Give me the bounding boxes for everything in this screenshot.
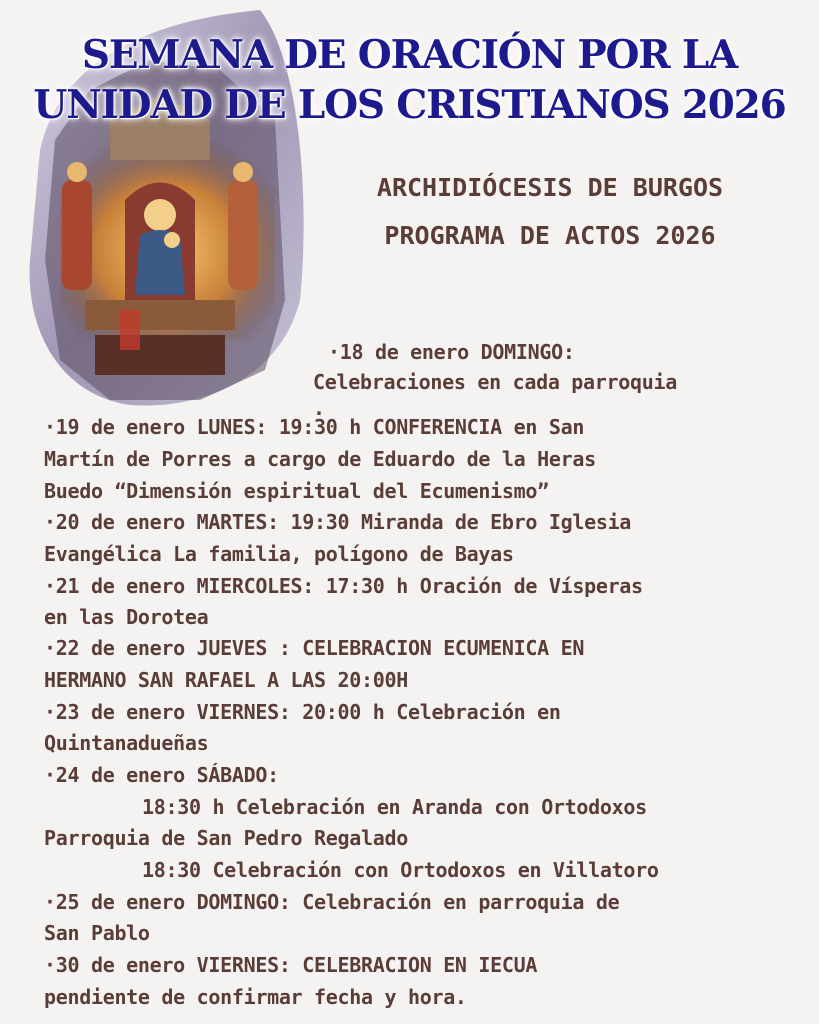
program-line: ·30 de enero VIERNES: CELEBRACION EN IECUA	[44, 953, 538, 977]
title-line-2: UNIDAD DE LOS CRISTIANOS 2026	[33, 82, 786, 128]
program-line: .	[313, 396, 325, 420]
program-line: ·21 de enero MIERCOLES: 17:30 h Oración de Vísperas	[44, 574, 643, 598]
archdiocese-heading: ARCHIDIÓCESIS DE BURGOS	[376, 173, 724, 202]
program-line: 18:30 Celebración con Ortodoxos en Villatoro	[142, 858, 659, 882]
program-line: San Pablo	[44, 921, 150, 945]
title-line-1: SEMANA DE ORACIÓN POR LA	[81, 32, 738, 78]
program-line: 18:30 h Celebración en Aranda con Ortodoxos	[142, 795, 647, 819]
program-line: Martín de Porres a cargo de Eduardo de la Heras	[44, 447, 596, 471]
program-line: ·22 de enero JUEVES : CELEBRACION ECUMENICA EN	[44, 636, 585, 660]
program-line: ·23 de enero VIERNES: 20:00 h Celebración en	[44, 700, 561, 724]
program-line: Buedo “Dimensión espiritual del Ecumenismo”	[44, 479, 549, 503]
program-line: pendiente de confirmar fecha y hora.	[44, 985, 467, 1009]
page-title	[0, 30, 819, 130]
program-line: en las Dorotea	[44, 605, 209, 629]
program-line: Parroquia de San Pedro Regalado	[44, 826, 408, 850]
program-line: ·19 de enero LUNES: 19:30 h CONFERENCIA en San	[44, 415, 585, 439]
program-line: ·18 de enero DOMINGO:	[328, 340, 575, 364]
program-line: ·24 de enero SÁBADO:	[44, 763, 279, 787]
program-line: Evangélica La familia, polígono de Bayas	[44, 542, 514, 566]
program-heading: PROGRAMA DE ACTOS 2026	[384, 221, 716, 250]
program-line: ·25 de enero DOMINGO: Celebración en parroquia de	[44, 890, 620, 914]
program-line: Celebraciones en cada parroquia	[313, 370, 677, 394]
program-line: Quintanadueñas	[44, 731, 209, 755]
program-line: ·20 de enero MARTES: 19:30 Miranda de Ebro Iglesia	[44, 510, 632, 534]
program-line: HERMANO SAN RAFAEL A LAS 20:00H	[44, 668, 408, 692]
